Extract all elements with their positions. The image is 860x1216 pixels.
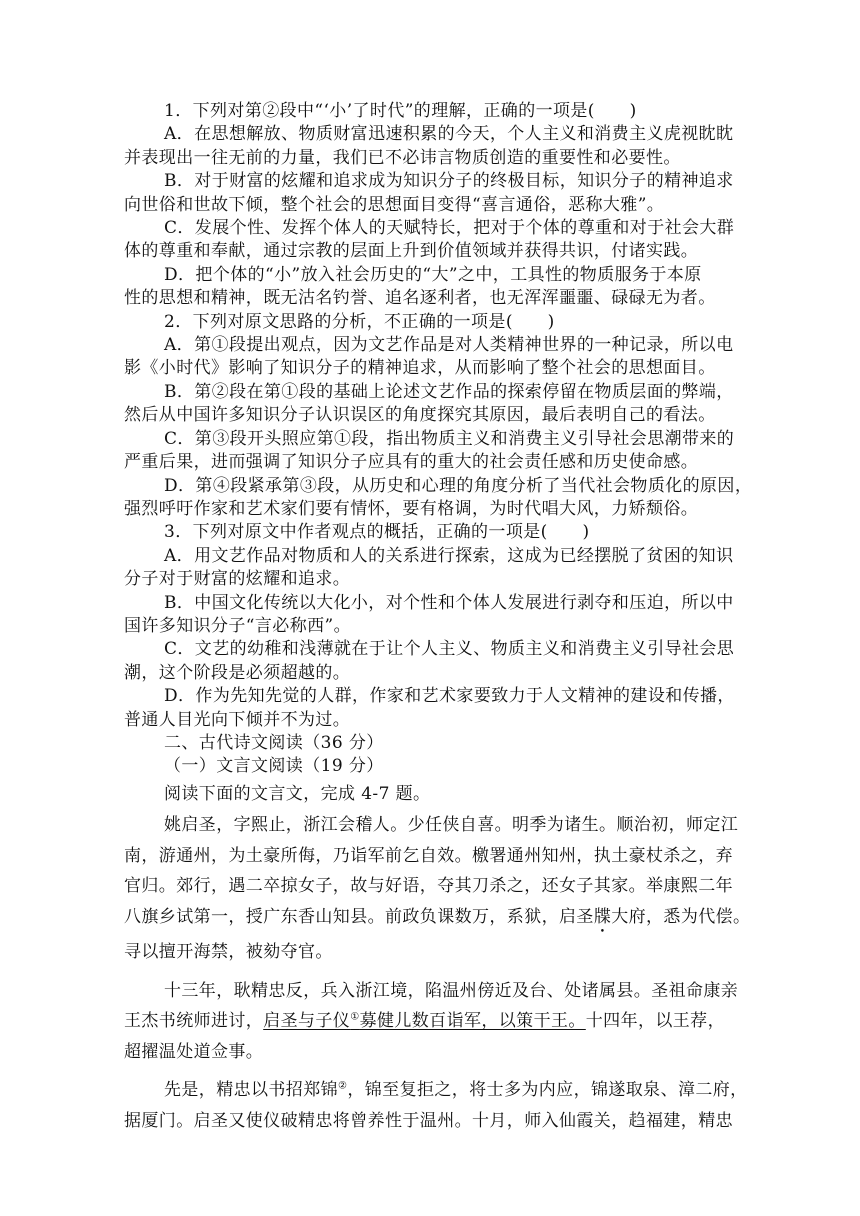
option-a-cont: 影《小时代》影响了知识分子的精神追求，从而影响了整个社会的思想面目。: [124, 358, 716, 379]
question-stem: 1．下列对第②段中“‘小’了时代”的理解，正确的一项是( ): [164, 101, 637, 121]
passage-line: [124, 902, 751, 937]
passage-line: 南，游通州，为土豪所侮，乃诣军前乞自效。檄署通州知州，执土豪杖杀之，弃: [124, 845, 733, 866]
section-heading: 二、古代诗文阅读（36 分）: [164, 732, 384, 753]
option-b-cont: 然后从中国许多知识分子认识误区的角度探究其原因，最后表明自己的看法。: [124, 405, 716, 426]
question-stem: 3．下列对原文中作者观点的概括，正确的一项是( ): [164, 522, 590, 543]
passage-paragraph-2: [124, 976, 739, 1068]
option-c-cont: 潮，这个阶段是必须超越的。: [124, 662, 351, 683]
option-d-cont: 强烈呼吁作家和艺术家们要有情怀，要有格调，为时代唱大风，力矫颓俗。: [124, 498, 699, 519]
option-a: A．在思想解放、物质财富迅速积累的今天，个人主义和消费主义虎视眈眈: [164, 124, 734, 145]
option-a-cont: 并表现出一往无前的力量，我们已不必讳言物质创造的重要性和必要性。: [124, 147, 681, 168]
option-b: B．中国文化传统以大化小，对个性和个体人发展进行剥夺和压迫，所以中: [164, 592, 734, 613]
footnote-marker: ①: [350, 1011, 360, 1023]
option-b: B．第②段在第①段的基础上论述文艺作品的探索停留在物质层面的弊端，: [164, 381, 734, 402]
option-b-cont: 向世俗和世故下倾，整个社会的思想面目变得“喜言通俗，恶称大雅”。: [124, 194, 665, 215]
question-2: [124, 311, 753, 522]
passage-line: [124, 1075, 748, 1106]
option-c: C．第③段开头照应第①段，指出物质主义和消费主义引导社会思潮带来的: [164, 428, 735, 449]
option-d: D．作为先知先觉的人群，作家和艺术家要致力于人文精神的建设和传播，: [164, 686, 735, 707]
option-d: D．把个体的“小”放入社会历史的“大”之中，工具性的物质服务于本原: [164, 264, 702, 285]
underlined-text: 启圣与子仪: [263, 1011, 351, 1032]
passage-line: 超擢温处道佥事。: [124, 1041, 264, 1062]
passage-line: 十三年，耿精忠反，兵入浙江境，陷温州傍近及台、处诸属县。圣祖命康亲: [164, 980, 739, 1001]
option-c-cont: 体的尊重和奉献，通过宗教的层面上升到价值领域并获得共识，付诸实践。: [124, 241, 699, 262]
option-d: D．第④段紧承第③段，从历史和心理的角度分析了当代社会物质化的原因，: [164, 475, 753, 496]
underlined-sentence: [263, 1011, 586, 1031]
option-c-cont: 严重后果，进而强调了知识分子应具有的重大的社会责任感和历史使命感。: [124, 452, 699, 473]
passage-paragraph-1: [124, 810, 751, 967]
section-subheading: （一）文言文阅读（19 分）: [164, 756, 384, 777]
option-c: C．发展个性、发挥个体人的天赋特长，把对于个体的尊重和对于社会大群: [164, 218, 735, 239]
passage-paragraph-3: [124, 1075, 748, 1136]
passage-line: 官归。郊行，遇二卒掠女子，故与好语，夺其刀杀之，还女子其家。举康熙二年: [124, 876, 733, 897]
passage-text: 八旗乡试第一，授广东香山知县。前政负课数万，系狱，启圣: [124, 906, 594, 927]
option-b-cont: 国许多知识分子“言必称西”。: [124, 615, 351, 636]
passage-line: [124, 1006, 736, 1037]
passage-text: 十四年，以王荐，: [585, 1011, 725, 1032]
option-a: A．用文艺作品对物质和人的关系进行探索，这成为已经摆脱了贫困的知识: [164, 545, 734, 566]
option-a: A．第①段提出观点，因为文艺作品是对人类精神世界的一种记录，所以电: [164, 335, 734, 356]
passage-line: 据厦门。启圣又使仪破精忠将曾养性于温州。十月，师入仙霞关，趋福建，精忠: [124, 1110, 733, 1131]
reading-instruction: 阅读下面的文言文，完成 4-7 题。: [164, 783, 431, 804]
option-a-cont: 分子对于财富的炫耀和追求。: [124, 569, 351, 590]
passage-line: 寻以擅开海禁，被劾夺官。: [124, 941, 333, 962]
passage-text: 先是，精忠以书招郑锦: [164, 1080, 338, 1101]
exam-page: [124, 100, 753, 1137]
option-d-cont: 普通人目光向下倾并不为过。: [124, 709, 351, 730]
passage-text: ，锦至复拒之，将士多为内应，锦遂取泉、漳二府，: [347, 1080, 748, 1101]
option-d-cont: 性的思想和精神，既无沽名钓誉、追名逐利者，也无浑浑噩噩、碌碌无为者。: [124, 288, 716, 309]
option-c: C．文艺的幼稚和浅薄就在于让个人主义、物质主义和消费主义引导社会思: [164, 639, 735, 660]
emphasized-word: 牒: [593, 906, 612, 927]
passage-line: 姚启圣，字熙止，浙江会稽人。少任侠自喜。明季为诸生。顺治初，师定江: [164, 815, 739, 836]
question-stem: 2．下列对原文思路的分析，不正确的一项是( ): [164, 311, 555, 332]
question-3: [124, 521, 736, 732]
passage-text: 大府，悉为代偿。: [611, 906, 751, 927]
footnote-marker: ②: [338, 1080, 348, 1092]
classical-passage: [124, 810, 751, 1136]
passage-text: 王杰书统师进讨，: [124, 1011, 264, 1032]
option-b: B．对于财富的炫耀和追求成为知识分子的终极目标，知识分子的精神追求: [164, 171, 734, 192]
underlined-text: 募健儿数百诣军，以策干王。: [359, 1011, 586, 1032]
question-1: [124, 100, 736, 311]
